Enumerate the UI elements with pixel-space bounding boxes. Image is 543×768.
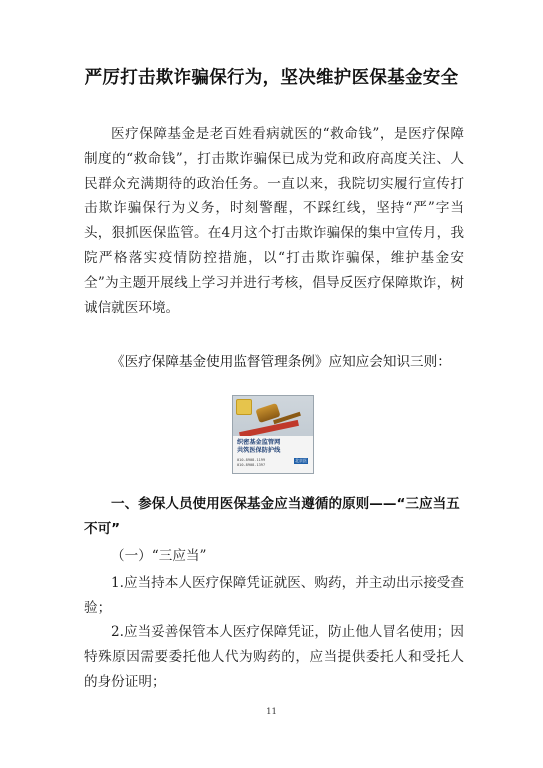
section-heading: 一、参保人员使用医保基金应当遵循的原则——“三应当五不可” (84, 496, 460, 537)
intro-paragraph: 医疗保障基金是老百姓看病就医的“救命钱”，是医疗保障制度的“救命钱”，打击欺诈骗保已成为党和政府高度关注、人民群众充满期待的政治任务。一直以来，我院切实履行宣传打击欺诈骗保行为义务，时刻警醒，不踩红线，坚持“严”字当头，狠抓医保监管。在4月这个打击欺诈骗保的集中宣传月，我院严格落实疫情防控措施，以“打击欺诈骗保，维护基金安全”为主题开展线上学习并进行考核，倡导反医疗保障欺诈，树诚信就医环境。 (84, 126, 464, 316)
poster-phones (237, 458, 277, 467)
seal-icon (236, 399, 252, 415)
page-number: 11 (266, 707, 277, 717)
subsection-heading: （一）“三应当” (111, 548, 207, 564)
list-item: 2.应当妥善保管本人医疗保障凭证，防止他人冒名使用；因特殊原因需要委托他人代为购药的，应当提供委托人和受托人的身份证明； (84, 624, 464, 690)
poster-logo: 北京医保 (295, 458, 307, 469)
poster-phone-1: 010-8908-1199 (237, 458, 266, 462)
poster-slogan: 织密基金监管网 共筑医保防护线 (237, 439, 281, 454)
poster-image (232, 395, 314, 474)
document-title: 严厉打击欺诈骗保行为，坚决维护医保基金安全 (84, 68, 459, 88)
poster-phone-2: 010-8908-1397 (237, 462, 266, 467)
list-item: 1.应当持本人医疗保障凭证就医、购药，并主动出示接受查验； (84, 575, 464, 616)
knowledge-heading: 《医疗保障基金使用监督管理条例》应知应会知识三则： (111, 354, 451, 370)
